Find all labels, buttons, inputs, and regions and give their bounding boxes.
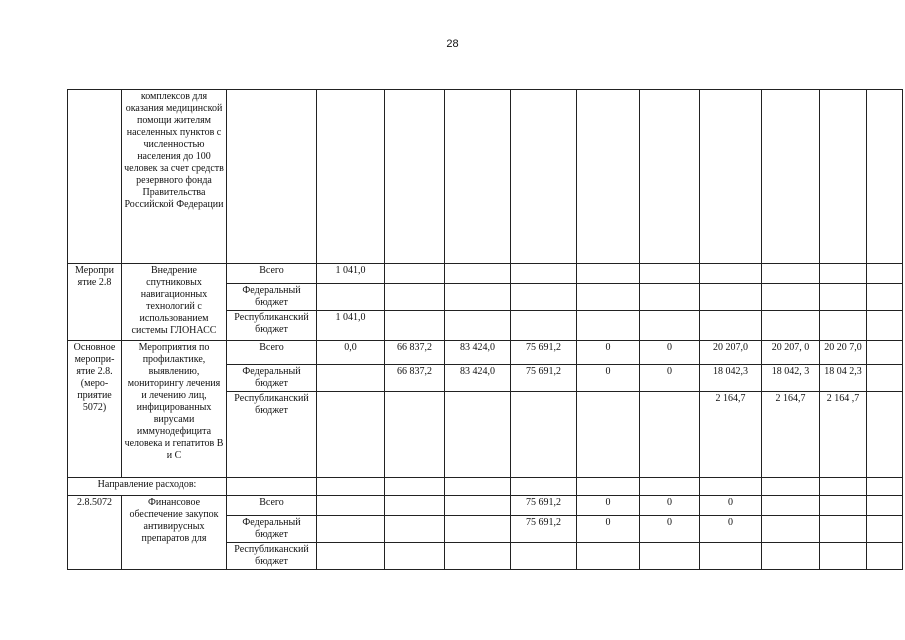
value-cell: 75 691,2: [511, 496, 577, 516]
value-cell: 75 691,2: [511, 365, 577, 392]
value-cell: [445, 496, 511, 516]
value-cell: 0: [700, 516, 762, 543]
value-cell: [820, 284, 867, 311]
value-cell: [445, 311, 511, 341]
value-cell: [640, 392, 700, 478]
value-cell: [577, 284, 640, 311]
value-cell: [820, 496, 867, 516]
value-cell: 1 041,0: [317, 311, 385, 341]
value-cell: 0: [640, 516, 700, 543]
value-cell: 20 207,0: [700, 341, 762, 365]
value-cell: 66 837,2: [385, 341, 445, 365]
direction-label: Направление расходов:: [68, 478, 227, 496]
code-cell: Основное меропри-ятие 2.8. (меро-приятие 5072): [68, 341, 122, 478]
value-cell: 0: [640, 365, 700, 392]
value-cell: [577, 264, 640, 284]
value-cell: [577, 392, 640, 478]
name-cell: Финансовое обеспечение закупок антивирусных препаратов для: [122, 496, 227, 570]
value-cell: [385, 311, 445, 341]
value-cell: 75 691,2: [511, 341, 577, 365]
value-cell: [820, 543, 867, 570]
value-cell: [700, 264, 762, 284]
value-cell: [317, 365, 385, 392]
value-cell: 83 424,0: [445, 365, 511, 392]
value-cell: [640, 543, 700, 570]
table-row: [68, 496, 903, 516]
code-cell: [68, 90, 122, 264]
value-cell: [577, 311, 640, 341]
value-cell: [317, 284, 385, 311]
value-cell: [762, 311, 820, 341]
value-cell: [445, 543, 511, 570]
value-cell: 0,0: [317, 341, 385, 365]
budget-table: [67, 89, 903, 570]
value-cell: 66 837,2: [385, 365, 445, 392]
value-cell: [820, 264, 867, 284]
source-cell: Всего: [227, 496, 317, 516]
value-cell: 0: [640, 496, 700, 516]
value-cell: [445, 284, 511, 311]
value-cell: [511, 392, 577, 478]
value-cell: [820, 311, 867, 341]
value-cell: [640, 311, 700, 341]
value-cell: [640, 284, 700, 311]
source-cell: Республиканский бюджет: [227, 392, 317, 478]
code-cell: Меропри ятие 2.8: [68, 264, 122, 341]
name-cell: Внедрение спутниковых навигационных технологий с использованием системы ГЛОНАСС: [122, 264, 227, 341]
value-cell: [445, 264, 511, 284]
value-cell: 20 20 7,0: [820, 341, 867, 365]
table-row: [68, 264, 903, 284]
value-cell: 0: [700, 496, 762, 516]
value-cell: [762, 264, 820, 284]
value-cell: [820, 516, 867, 543]
value-cell: [762, 284, 820, 311]
value-cell: [700, 311, 762, 341]
value-cell: 0: [577, 516, 640, 543]
name-cell: комплексов для оказания медицинской помощи жителям населенных пунктов с численностью населения до 100 человек за счет средств резервного фонда Правительства Российской Федерации: [122, 90, 227, 264]
source-cell: Федеральный бюджет: [227, 516, 317, 543]
source-cell: Республиканский бюджет: [227, 543, 317, 570]
value-cell: [385, 264, 445, 284]
page-number: 28: [446, 38, 459, 50]
value-cell: [511, 311, 577, 341]
value-cell: [762, 516, 820, 543]
value-cell: 18 042,3: [700, 365, 762, 392]
value-cell: [317, 496, 385, 516]
value-cell: [762, 543, 820, 570]
value-cell: [640, 264, 700, 284]
source-cell: Федеральный бюджет: [227, 284, 317, 311]
value-cell: [511, 264, 577, 284]
value-cell: 20 207, 0: [762, 341, 820, 365]
value-cell: 2 164,7: [700, 392, 762, 478]
value-cell: [317, 543, 385, 570]
value-cell: [577, 543, 640, 570]
value-cell: [385, 284, 445, 311]
table-row: [68, 90, 903, 264]
value-cell: [445, 392, 511, 478]
value-cell: 0: [577, 341, 640, 365]
value-cell: 18 042, 3: [762, 365, 820, 392]
value-cell: [700, 284, 762, 311]
value-cell: [385, 496, 445, 516]
source-cell: Всего: [227, 341, 317, 365]
value-cell: 18 04 2,3: [820, 365, 867, 392]
value-cell: [317, 516, 385, 543]
value-cell: [511, 284, 577, 311]
value-cell: [385, 516, 445, 543]
value-cell: [700, 543, 762, 570]
table-row: [68, 341, 903, 365]
code-cell: 2.8.5072: [68, 496, 122, 570]
value-cell: 75 691,2: [511, 516, 577, 543]
value-cell: 2 164,7: [762, 392, 820, 478]
value-cell: [511, 543, 577, 570]
value-cell: 2 164 ,7: [820, 392, 867, 478]
value-cell: 0: [640, 341, 700, 365]
value-cell: [385, 392, 445, 478]
table-row: [68, 478, 903, 496]
source-cell: Республиканский бюджет: [227, 311, 317, 341]
value-cell: 1 041,0: [317, 264, 385, 284]
value-cell: [385, 543, 445, 570]
value-cell: 0: [577, 496, 640, 516]
value-cell: [762, 496, 820, 516]
source-cell: Федеральный бюджет: [227, 365, 317, 392]
value-cell: 83 424,0: [445, 341, 511, 365]
value-cell: [445, 516, 511, 543]
value-cell: [317, 392, 385, 478]
name-cell: Мероприятия по профилактике, выявлению, мониторингу лечения и лечению лиц, инфицированных вирусами иммунодефицита человека и гепатитов В и С: [122, 341, 227, 478]
source-cell: Всего: [227, 264, 317, 284]
value-cell: 0: [577, 365, 640, 392]
